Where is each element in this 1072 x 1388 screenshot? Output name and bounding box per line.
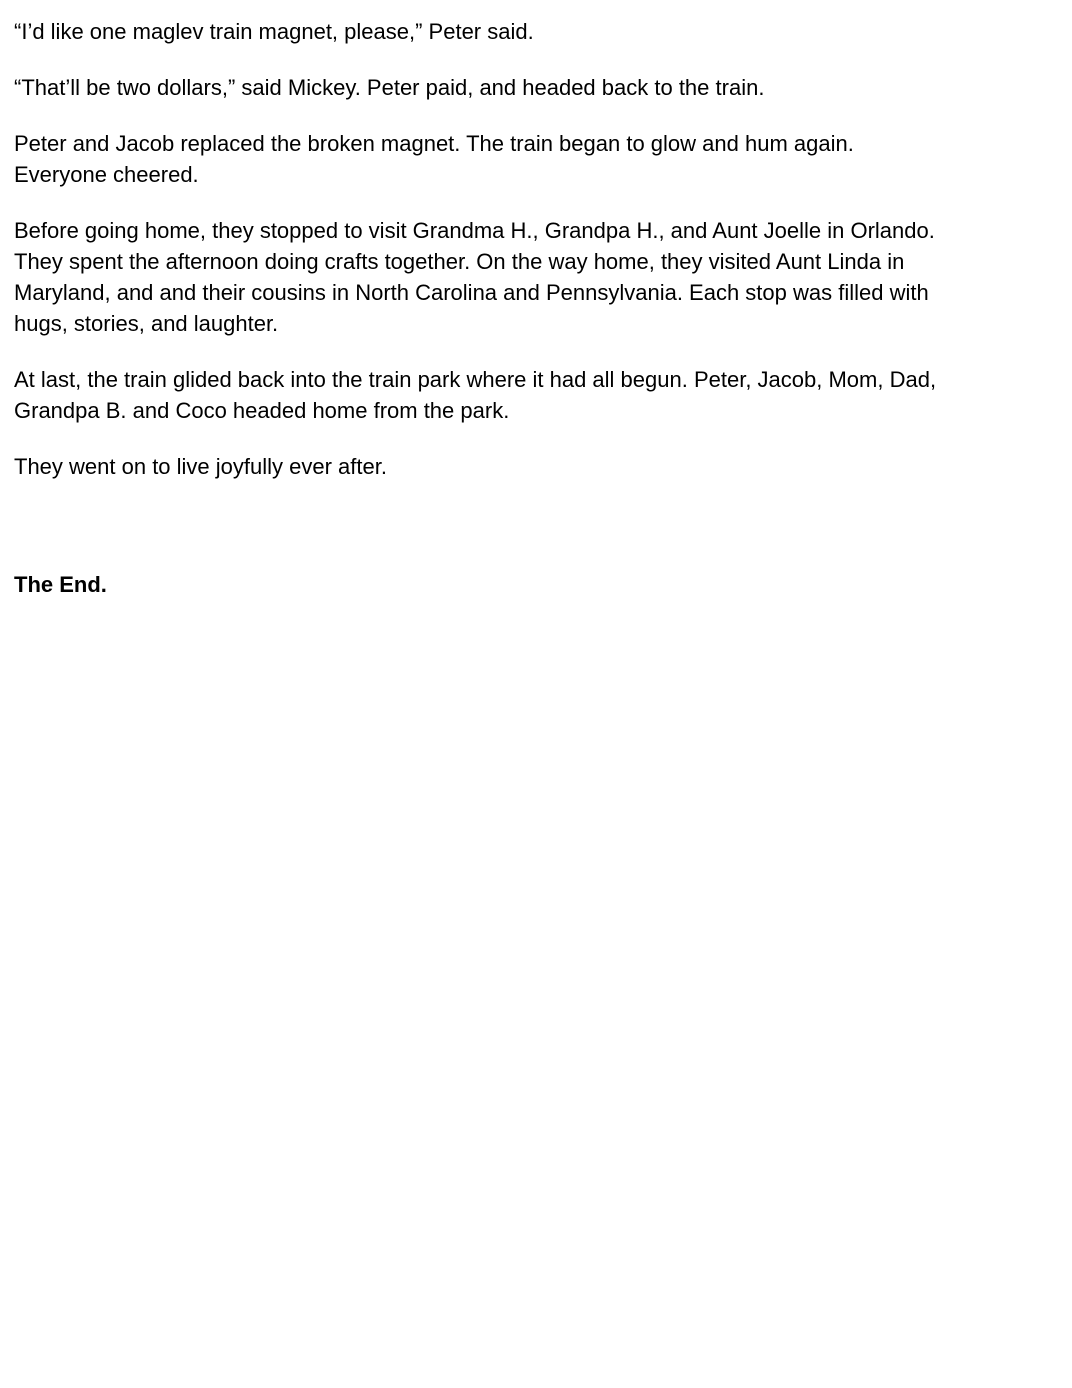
paragraph-two-dollars: “That’ll be two dollars,” said Mickey. Peter paid, and headed back to the train. [14,75,765,100]
paragraph-joyfully-ever-after: They went on to live joyfully ever after. [14,454,387,479]
paragraph-magnet-request: “I’d like one maglev train magnet, please,” Peter said. [14,19,534,44]
document-page [14,16,1014,625]
the-end-heading: The End. [14,572,107,597]
paragraph-return-to-park: At last, the train glided back into the train park where it had all begun. Peter, Jacob, Mom, Dad, Grandpa B. and Coco headed home from the park. [14,367,937,423]
paragraph-replaced-magnet: Peter and Jacob replaced the broken magnet. The train began to glow and hum again. Everyone cheered. [14,131,854,187]
paragraph-family-visits: Before going home, they stopped to visit Grandma H., Grandpa H., and Aunt Joelle in Orlando. They spent the afternoon doing crafts together. On the way home, they visited Aunt Linda in Maryland, and and their cousins in North Carolina and Pennsylvania. Each stop was filled with hugs, stories, and laughter. [14,218,935,336]
